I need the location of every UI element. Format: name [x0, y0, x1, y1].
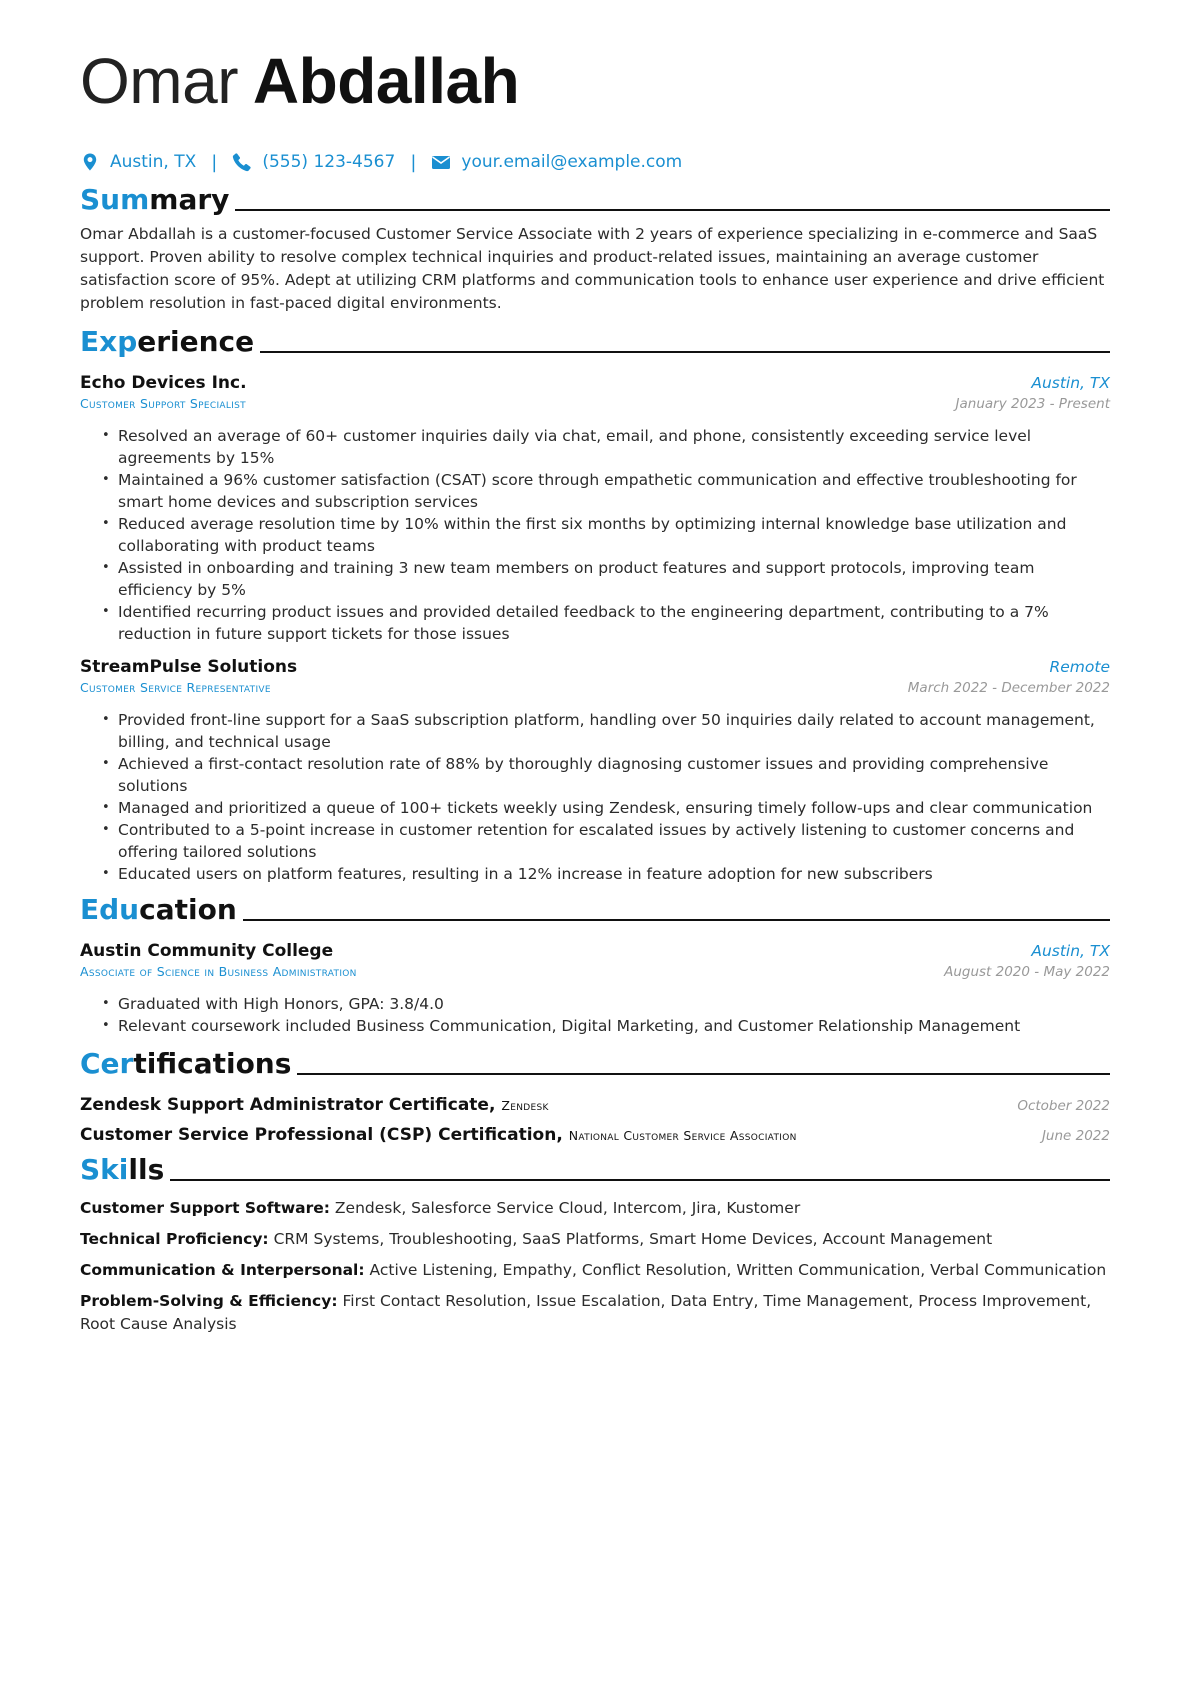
job-bullets — [80, 709, 1110, 885]
section-rule — [243, 919, 1110, 921]
cert-date: October 2022 — [1017, 1098, 1110, 1114]
job-bullets — [80, 425, 1110, 645]
candidate-name — [80, 44, 1110, 118]
list-item: • Assisted in onboarding and training 3 new team members on product features and support protocols, improving team efficiency by 5% — [118, 557, 1110, 601]
job-title: Customer Service Representative — [80, 680, 271, 695]
envelope-icon — [431, 152, 451, 172]
section-title: Experience — [80, 325, 255, 358]
last-name: Abdallah — [252, 45, 520, 117]
cert-title: Zendesk Support Administrator Certificate — [80, 1095, 489, 1115]
cert-issuer: Zendesk — [501, 1098, 549, 1113]
contact-email[interactable] — [431, 152, 682, 172]
location-text: Austin, TX — [110, 152, 197, 172]
skills-heading — [80, 1153, 1110, 1187]
skill-value: CRM Systems, Troubleshooting, SaaS Platforms, Smart Home Devices, Account Management — [273, 1230, 993, 1248]
experience-entry — [80, 657, 1110, 885]
certifications-heading — [80, 1047, 1110, 1081]
education-bullets — [80, 993, 1110, 1037]
section-rule — [260, 351, 1110, 353]
experience-heading — [80, 325, 1110, 359]
job-dates: March 2022 - December 2022 — [907, 680, 1110, 696]
separator: | — [211, 151, 218, 173]
skill-label: Problem-Solving & Efficiency: — [80, 1292, 338, 1310]
education-heading — [80, 893, 1110, 927]
contact-bar — [80, 150, 1110, 174]
skill-row — [80, 1228, 1110, 1251]
contact-phone[interactable] — [232, 152, 395, 172]
school-location: Austin, TX — [1031, 942, 1110, 960]
list-item: • Maintained a 96% customer satisfaction (CSAT) score through empathetic communication and effective troubleshooting for smart home devices and subscription services — [118, 469, 1110, 513]
experience-entry — [80, 373, 1110, 645]
skill-value: First Contact Resolution, Issue Escalation, Data Entry, Time Management, Process Improvement, Root Cause Analysis — [80, 1292, 1092, 1333]
company-name: StreamPulse Solutions — [80, 657, 298, 677]
job-title: Customer Support Specialist — [80, 396, 246, 411]
cert-title: Customer Service Professional (CSP) Certification — [80, 1125, 557, 1145]
list-item: • Reduced average resolution time by 10% within the first six months by optimizing internal knowledge base utilization and collaborating with product teams — [118, 513, 1110, 557]
list-item: • Graduated with High Honors, GPA: 3.8/4.0 — [118, 993, 1110, 1015]
skill-value: Active Listening, Empathy, Conflict Resolution, Written Communication, Verbal Communication — [369, 1261, 1107, 1279]
education-entry — [80, 941, 1110, 1037]
certification-item: Customer Service Professional (CSP) Certification, National Customer Service Association June 2022 — [80, 1125, 1110, 1145]
education-dates: August 2020 - May 2022 — [944, 964, 1110, 980]
skill-label: Technical Proficiency: — [80, 1230, 269, 1248]
contact-location — [80, 152, 196, 172]
list-item: • Managed and prioritized a queue of 100+ tickets weekly using Zendesk, ensuring timely follow-ups and clear communication — [118, 797, 1110, 819]
cert-issuer: National Customer Service Association — [568, 1128, 797, 1143]
list-item: • Provided front-line support for a SaaS subscription platform, handling over 50 inquiries daily related to account management, billing, and technical usage — [118, 709, 1110, 753]
job-dates: January 2023 - Present — [955, 396, 1110, 412]
section-title: Skills — [80, 1153, 165, 1186]
section-rule — [297, 1073, 1110, 1075]
skill-row — [80, 1197, 1110, 1220]
summary-text: Omar Abdallah is a customer-focused Customer Service Associate with 2 years of experience specializing in e-commerce and SaaS support. Proven ability to resolve complex technical inquiries and product-related issues, maintaining an average customer satisfaction score of 95%. Adept at utilizing CRM platforms and communication tools to enhance user experience and drive efficient problem resolution in fast-paced digital environments. — [80, 225, 1105, 312]
job-location: Austin, TX — [1031, 374, 1110, 392]
skill-row — [80, 1259, 1110, 1282]
section-title: Summary — [80, 183, 230, 216]
section-title: Certifications — [80, 1047, 292, 1080]
school-name: Austin Community College — [80, 941, 334, 961]
section-rule — [235, 209, 1110, 211]
skill-label: Communication & Interpersonal: — [80, 1261, 365, 1279]
job-location: Remote — [1049, 658, 1110, 676]
list-item: • Relevant coursework included Business Communication, Digital Marketing, and Customer Relationship Management — [118, 1015, 1110, 1037]
skill-row — [80, 1290, 1110, 1336]
list-item: • Contributed to a 5-point increase in customer retention for escalated issues by actively listening to customer concerns and offering tailored solutions — [118, 819, 1110, 863]
map-pin-icon — [80, 152, 100, 172]
list-item: • Resolved an average of 60+ customer inquiries daily via chat, email, and phone, consistently exceeding service level agreements by 15% — [118, 425, 1110, 469]
cert-date: June 2022 — [1041, 1128, 1110, 1144]
skill-value: Zendesk, Salesforce Service Cloud, Intercom, Jira, Kustomer — [334, 1199, 801, 1217]
phone-icon — [232, 152, 252, 172]
list-item: • Educated users on platform features, resulting in a 12% increase in feature adoption for new subscribers — [118, 863, 1110, 885]
separator: | — [410, 151, 417, 173]
degree: Associate of Science in Business Administration — [80, 964, 357, 979]
company-name: Echo Devices Inc. — [80, 373, 247, 393]
first-name: Omar — [80, 45, 238, 117]
email-text: your.email@example.com — [461, 152, 683, 172]
section-title: Education — [80, 893, 237, 926]
list-item: • Achieved a first-contact resolution rate of 88% by thoroughly diagnosing customer issues and providing comprehensive solutions — [118, 753, 1110, 797]
list-item: • Identified recurring product issues and provided detailed feedback to the engineering department, contributing to a 7% reduction in future support tickets for those issues — [118, 601, 1110, 645]
skill-label: Customer Support Software: — [80, 1199, 330, 1217]
phone-text: (555) 123-4567 — [262, 152, 396, 172]
section-rule — [170, 1179, 1110, 1181]
summary-heading — [80, 183, 1110, 217]
certification-item: Zendesk Support Administrator Certificate, Zendesk October 2022 — [80, 1095, 1110, 1115]
